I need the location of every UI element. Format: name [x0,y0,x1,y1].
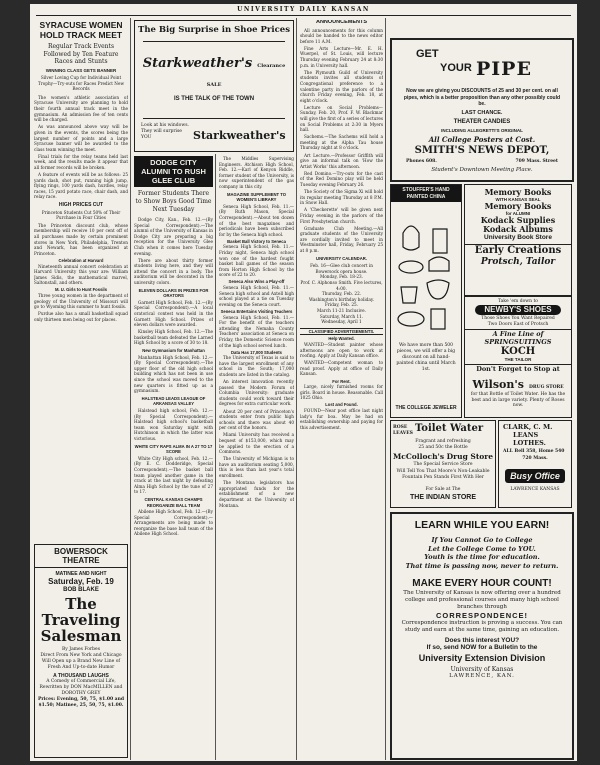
masthead: UNIVERSITY DAILY KANSAN [237,6,370,13]
announcement: Lecture on Social Problems—Sunday, Feb. 20, Prof. F. W. Blackmar will give the first of a series of lectures on Social Problems at 2:30 in Myers hall. [300,104,383,133]
column-divider [130,18,131,760]
china-illustration [393,209,459,337]
teapot-icon [403,226,419,250]
headline: CENTRAL KANSAS CHAMPS REORGANIZE BALL TEAM [144,496,203,508]
article-paragraph: A feature of events will be as follows: 25 yards dash, shot put, running high jump, flying rings, 100 yards dash, hurdles, relay races, 15 yard potato race, chair dash, and relay race. [34,172,128,200]
headline: New Gymnasium for Manhattan [142,348,205,354]
article-paragraph: White City High school, Feb. 12.—(By E. C. Dodderidge, Special Correspondent).—The basket ball team played another game in the crack at the last night by defeating Alma High School by the tune of 27 to 17. [134,455,213,495]
subhead: Former Students There to Show Boys Good Time Next Tuesday [135,190,212,213]
memory-books-ad [464,184,572,296]
bowersock-ad [34,544,128,758]
calendar-entry: Friday, Feb. 25. [324,302,359,308]
classified-ad: Large, nicely furnished rooms for girls. Board in house. Reasonable. Call 1025 Ohio. [300,384,383,401]
creamer-icon [427,280,449,299]
article-paragraph: Nineteenth annual concert celebration at Harvard University this year are: William James Sidis, the mathematical marvel, Saltonstall, and others. [34,263,128,286]
announcement: A 'Checkerette' will be given next Friday evening in the parlors of the First Presbyterian church. [300,207,383,224]
headline: Data Has 17,000 Students [231,349,282,355]
college-jeweler: THE COLLEGE JEWELER [395,405,457,411]
subhead: WINNING CLASS GETS BANNER [45,67,117,73]
shoe-ad-tagline: IS THE TALK OF THE TOWN [173,96,255,102]
learn-line: Youth is the time for education. [424,553,540,561]
show-title: The Traveling Salesman [40,595,122,645]
correspondence: CORRESPONDENCE! [435,611,529,620]
article-paragraph: The University of Michigan is to have an auditorium seating 5,000, this is less than last year's total enrollment. [219,456,294,479]
column-divider [296,18,297,760]
headline: WHITE CITY RAPS ALMA IN A 27 TO 17 SCORE [134,443,213,455]
headline: M. U. Girls to Hunt Fossils [54,287,108,293]
article-paragraph: Dodge City, Kan., Feb. 12.—(By Special Correspondent).—The alumni of the University of Kansas in Dodge City are preparing a big reception for the University Glee Club when it comes here Tuesday evening. [134,217,213,256]
protsch-tailor: Protsch, Tailor [480,257,556,267]
calendar-entry: Saturday, March 11. [319,313,364,319]
article-paragraph: The Princeton discount club, whose membership will receive 10 per cent off of all purchases made by certain prominent stores in New York, Philadelphia, Trenton and Newark, has been organized at Princeton. [34,222,128,256]
article-paragraph: Miami University has received a bequest of $153,000, which may be applied to the erection of a Commons. [219,432,294,455]
headline-track-meet: HOLD TRACK MEET [39,30,123,40]
wilsons-body: for that Bottle of Toilet Water. He has the best and in large variety. Plenty of Roses now. [470,392,566,408]
headline: HALSTEAD LEADS LEAGUE OF ARKANSAS VALLEY [141,395,206,407]
announcement: Art Lecture.—Professor Griffith will give an informal talk on 'How the Artist Works' this afternoon. [300,152,383,169]
article-paragraph: Garnett High School, Feb. 12.—(By Special Correspondent).—A local oratorical contest was held in the Garnett High School. Prizes of eleven dollars were awarded. [134,299,213,328]
column-divider [215,154,216,760]
spring-suitings: A Fine Line of SPRINGSUITINGS [465,329,571,346]
calendar-entry: Prof. C. Alphonso Smith. Five lectures, 4:00. [300,280,383,291]
article-paragraph: The Montana legislators has appropriated funds for the establishment of a new department at the University of Montana. [219,480,294,508]
subhead: Regular Track Events Followed by Ten Feature Races and Stunts [43,43,119,65]
headline: HIGH PRICES CUT [58,202,104,209]
for-sale: For Sale at The [425,487,461,492]
calendar-entry: March 11-21 Inclusive. [317,308,366,313]
pipe-get: GET [416,48,439,60]
article-paragraph: Kinsley High School, Feb. 12.—The basketball team defeated the Larned High School by a score of 30 to 18. [134,329,213,346]
cleaners-ad [498,420,572,508]
repair-line: Those Shoes You Want Repaired [481,316,555,321]
masthead-rule [36,15,571,16]
announcement: Red Domino.—Try-outs for the cast of the Red Domino play will be held Tuesday evening February 26. [300,170,383,188]
shoe-ad-title: The Big Surprise in Shoe Prices [138,25,290,35]
announcement: The Plymouth Guild of University students invites all students of Congregational preference to a valentine party in the parlors of the church Friday evening, Feb. 18, at eight o'clock. [300,69,383,103]
college-posters: All College Posters at Cost. [428,135,536,144]
candies-sub: INCLUDING ALLEGRETTI'S ORIGINAL [441,128,523,133]
indian-store: THE INDIAN STORE [410,494,476,501]
classified-section: For Rent. [332,378,351,384]
toilet-water-title: Toilet Water [415,423,484,434]
article-paragraph: As was announced above way will be given in the events, the scores being the largest number of points and a large Syracuse banner will be awarded to the class team winning the meet. [34,124,128,152]
send-bulletin: If so, send NOW for a Bulletin to the [426,644,538,651]
china-ad-title: STOUFFER'S HAND PAINTED CHINA [391,185,461,202]
pipe-word: PIPE [476,58,532,80]
article-paragraph: Three young women in the department of geology of the University of Missouri will go to Wyoming this summer to hunt fossils. [34,292,128,310]
column-divider [385,18,386,760]
memory-books: Memory Books [484,187,552,197]
mccolloch-store: McColloch's Drug Store [392,452,494,461]
cup-icon [401,287,417,303]
interest-question: Does this interest YOU? [444,637,520,644]
kodack-albums: Kodack Albums [483,224,553,234]
show-line: Direct From New York and Chicago [40,653,122,658]
headline-dodge-city: DODGE CITY ALUMNI TO RUSH GLEE CLUB [134,156,213,187]
newspaper-page [30,4,577,761]
article-paragraph: The University of Texas is said to have the largest enrollment of any school in the South; 17,000 students are listed in the catalog. [219,355,294,377]
koch: KOCH [500,346,536,357]
article-paragraph: Manhattan High School, Feb. 12.—(By Special Correspondent).—The upper floor of the old high school building which has not been in use since the school was moved to the new quarters is fitted up as a gymnasium. [134,354,213,394]
learn-body: Correspondence instruction is proving a success. You can study and earn at the same time, gaining an education. [401,620,563,633]
cleaners-phones: ALL Bell 358, Home 540 [503,449,565,454]
theater-candies: THEATER CANDIES [453,119,511,125]
announcements-title: ANNOUNCEMENTS [315,20,368,25]
china-ad [390,184,462,418]
wilsons: Wilson's [472,378,524,391]
special-service: The Special Service Store [413,462,473,467]
cleaners-line: CLARK, C. M. [503,423,553,431]
ticket-prices: Prices: Evening, 50, 75, $1.00 and $1.50; Matinee, 25, 50, 75, $1.00. [37,697,125,708]
calendar-entry: Monday, Feb. 18-23. [319,274,364,280]
fountain-pen: Will Tell You That Moore's Non-Leakable Fountain Pen Stands First With Her [396,469,490,480]
shoe-ad-brand-footer: Starkweather's [193,129,286,142]
news-depot: SMITH'S NEWS DEPOT, [414,145,550,156]
announcement: The Society of the Sigma Xi will hold its regular meeting Thursday at 8 P.M. in Snow Hall. [300,189,383,206]
china-ad-body: We have more than 500 pieces, we will offer a big discount on all hand-painted china until March 1st. [396,343,456,372]
column-2 [134,156,213,758]
subhead: Silver Loving Cup for Individual Point Trophy—Try-outs for Races Predict New Records [37,75,125,92]
calendar-entry: Washington's birthday holiday. [308,296,375,302]
depot-slogan: Student's Downtown Meeting Place. [431,167,533,173]
clearance-tag: Clearance SALE [206,63,286,88]
koch-tailor: THE TAILOR [504,357,532,362]
show-date: Saturday, Feb. 19 [48,577,114,586]
learn-body: The University of Kansas is now offering over a hundred college and professional courses and many high school branches through [403,590,561,610]
busy-office: Busy Office [505,469,565,483]
learn-line: Let the College Come to YOU. [428,544,536,553]
article-paragraph: Seneca High School, Feb. 11.—Seneca high school and Axtell high school played at a tie on Tuesday evening on the Seneca court. [219,285,294,307]
article-paragraph: About 20 per cent of Princeton's students enter from public high schools and there was about 40 per cent of the honors. [219,408,294,431]
headline: ELEVEN DOLLARS IN PRIZES FOR ORATORS [138,287,209,299]
cleaners-line: LOTHES. [513,439,546,447]
column-3 [219,156,294,758]
memory-books-sub: WITH KANSAS SEAL [495,197,541,202]
column-4 [300,20,383,758]
lawrence-kansas: LAWRENCE KANSAS [510,487,560,492]
memory-books-sub: for ALUMNI [505,211,531,216]
repair-intro: Take 'em down to [497,299,539,304]
announcement: Graduate Club Meeting.—All graduate students of the University are cordially invited to meet in Westminster hall, Friday, February 25 at 8 p.m. [300,225,383,254]
vase-icon [433,229,447,253]
learn-title: LEARN WHILE YOU EARN! [414,519,550,531]
show-line: A THOUSAND LAUGHS [53,673,109,679]
article-paragraph: Final trials for the relay teams held last week, and the results made it appear that all former records will be broken. [34,153,128,170]
matinee-line: MATINEE AND NIGHT [55,571,107,577]
calendar-entry: Thursday, Feb. 22. [321,291,362,297]
classified-section: Lost and Found. [325,402,358,408]
article-paragraph: Seneca High School, Feb. 11.—(By Ruth Mason, Special Correspondent).—About ten dozen of the best magazines and periodicals have been subscribed for by the Seneca high school. [219,203,294,237]
article-paragraph: Seneca High School, Feb. 11.—Friday night, Seneca high school won one of the hardest fought basket ball games of the season from Horton High School by the score of 22 to 20. [219,244,294,278]
university-name: University of Kansas [450,666,514,673]
extension-division: University Extension Division [418,653,546,663]
plate-icon [398,312,424,326]
article-paragraph: The women's athletic association of Syracuse University are planning to hold their fourth annual track meet in the gymnasium. An admission fee of ten cents will be charged. [34,94,128,123]
early-creations: Early Creations [465,244,571,257]
classified-ad: FOUND—Near post office last night lady's fur boa. May be had on establishing ownership and paying for this advertisement. [300,408,383,430]
shoe-ad-footer: Look at his windows. They will surprise YOU [141,123,189,140]
repair-line: Two Doors East of Protsch [487,321,549,327]
shoe-sale-ad [134,20,294,152]
toilet-water-ad [390,420,496,508]
classified-ad: WANTED—Competent woman to read proof. Apply at office of Daily Kansan. [300,360,383,377]
headline: MAGAZINE SUPPLEMENT TO WOMEN'S LIBRARY [226,191,286,203]
headline: Basket Ball Victory to Seneca [227,238,286,244]
last-chance: LAST CHANCE. [461,110,503,116]
pipe-your: YOUR [440,62,472,74]
theatre-title: BOWERSOCK THEATRE [35,545,127,568]
cleaners-line: LEANS [513,431,539,439]
classified-section: Help Wanted. [328,336,355,342]
rose-leaves: ROSE LEAVES [393,425,413,436]
article-paragraph: There are about thirty former students living here, and they will attend the concert in a body. The auditorium will be decorated in the university colors. [134,257,213,286]
drug-store: DRUG STORE [529,385,564,390]
depot-phones: Phones 608. [406,159,437,164]
extension-division-ad [390,512,574,760]
pipe-ad [390,38,574,182]
make-every-hour-count: MAKE EVERY HOUR COUNT! [412,578,552,589]
article-paragraph: Seneca High School, Feb. 11.—For the benefit of the teachers attending the Nemaha County Teachers' association at Seneca on Friday, the Domestic Science room of the high school served lunch. [219,314,294,348]
toilet-water-sub: Fragrant and refreshing [415,439,471,444]
city: LAWRENCE, KAN. [449,673,515,679]
kodack-supplies: Kodack Supplies [480,215,556,225]
pipe-discount: Now we are giving you DISCOUNTS of 25 and 30 per cent. on all pipes, which is a better proposition than any other possibly could be. [403,88,561,107]
calendar-entry: Wednesday, April 1 [321,319,362,325]
announcement-intro: All announcements for this column should be handed to the news editor before 11 A.M. [300,27,383,44]
classified-ad: WANTED—Student painter whose afternoons are open to work at roofing. Apply at Daily Kansan office. [300,341,383,359]
memory-books: Memory Books [484,201,552,211]
cleaners-address: 720 Mass. [522,456,548,461]
headline: Seneca Entertains Visiting Teachers [220,308,293,314]
depot-address: 709 Mass. Street [515,159,558,164]
sugar-bowl-icon [429,257,449,271]
dont-forget: Don't Forget to Stop at [465,364,571,373]
calendar-entry: Feb. 16—Glee club concert in Bowersock opera house. [310,263,373,274]
author: By James Forbes [61,647,101,652]
toilet-water-price: 25 and 50c the Bottle [418,445,468,450]
announcement: Fine Arts Lecture—Mr. E. H. Wuerpel, of St. Louis, will lecture Thursday evening February 24 at 8:30 p.m. in University hall. [300,45,383,68]
show-line: Will Open up a Brand New Line of Fresh And Up-to-date Humor [41,659,121,670]
shoe-repair-ad [464,296,572,418]
book-store: University Book Store [484,234,552,241]
newby-shoes: NEWBY'S SHOES [475,305,561,315]
subhead: Princeton Students Cut 50% of Their Purchase in Four Cities [41,209,121,221]
article-paragraph: Abilene High School, Feb. 12.—(By Special Correspondent).—Arrangements are being made to reorganize the base ball team of the Abilene High School. [134,509,213,537]
shoe-brand: Starkweather's [142,56,253,71]
learn-line: That time is passing now, never to return. [405,561,559,570]
column-1 [34,20,128,540]
classified-title: CLASSIFIED ADVERTISEMENTS. [300,328,383,336]
calendar-title: UNIVERSITY CALENDAR. [316,255,367,261]
show-line: A Comedy of Commercial Life, Rewritten by DON MacMILLEN and DOROTHY GREY [39,679,123,696]
article-paragraph: An interest innovation recently passed the Modern Forum of Columbia University: graduate students could work toward their degrees for extra curricular work. [219,379,294,407]
performer: BOB BLAKE [63,587,99,593]
headline: Celebration at Harvard [58,257,104,263]
headline: Seneca Also Wins a Play-off [228,279,285,285]
announcement: Sachems.—The Sachems will hold a meeting at the Alpha Tau house Thursday night at 8 o'clock. [300,134,383,151]
learn-line: If You Cannot Go to College [431,536,533,544]
article-paragraph: Halstead high school, Feb. 12.—(By Special Correspondent).—Halstead high school's basketball team won Saturday night with Hutchinson in which the latter was victorious. [134,408,213,441]
article-paragraph: The Middles Supervising Engineers. Atchison High School, Feb. 12.—Karl of Kenyon Riddle, former student of the University, is now superintendent of the gas company in this city. [219,156,294,189]
bowl-icon [399,261,423,273]
article-paragraph: Purdue also has a small basketball squad only thirteen men being out for places. [34,311,128,322]
headline-syracuse: SYRACUSE WOMEN [39,20,123,30]
jar-icon [431,309,445,329]
